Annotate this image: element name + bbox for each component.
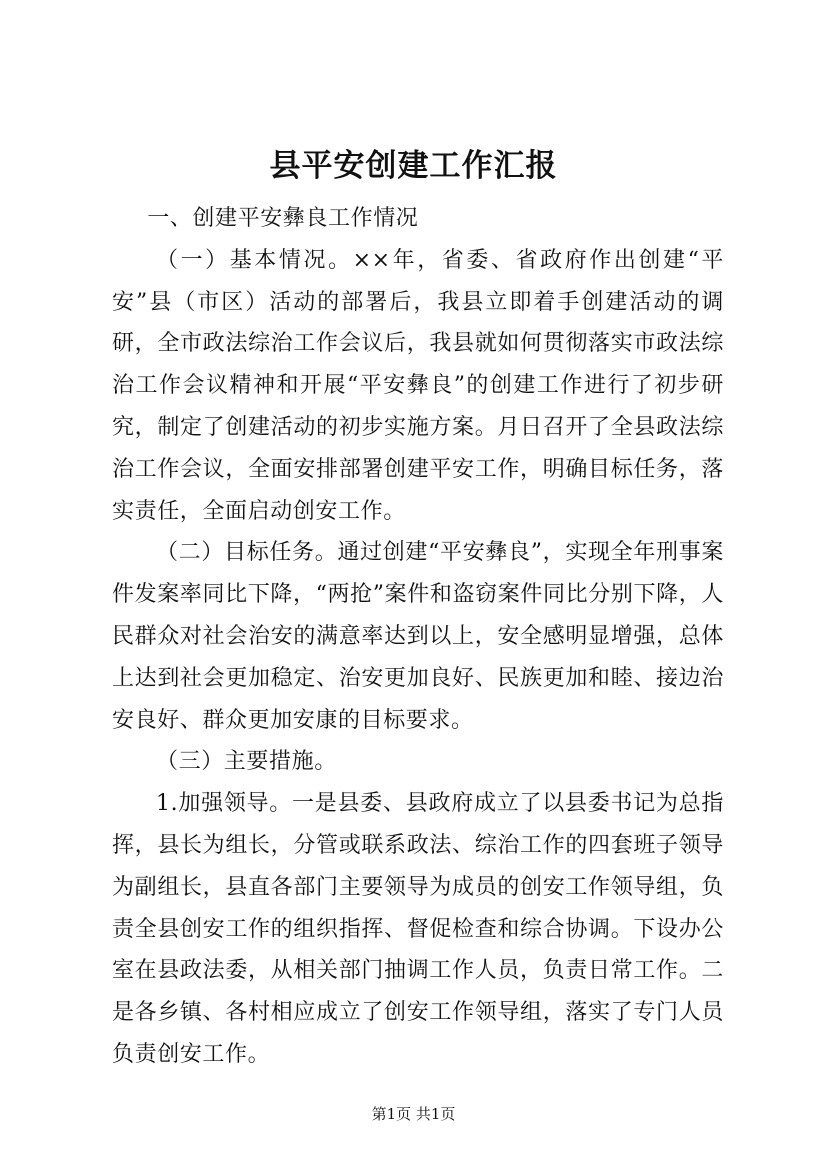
document-body [112, 198, 724, 1076]
paragraph-main-measures: （三）主要措施。 [156, 749, 337, 775]
paragraph-targets: （二）目标任务。通过创建“平安彝良”，实现全年刑事案件发案率同比下降，“两抢”案件和盗窃案件同比分别下降，人民群众对社会治安的满意率达到以上，安全感明显增强，总体上达到社会更加稳定、治安更加良好、民族更加和睦、接边治安良好、群众更加安康的目标要求。 [112, 540, 724, 733]
page-number-footer: 第1页 共1页 [371, 1105, 456, 1123]
section-heading: 一、创建平安彝良工作情况 [147, 206, 419, 231]
paragraph-basic-situation: （一）基本情况。××年，省委、省政府作出创建“平安”县（市区）活动的部署后，我县立即着手创建活动的调研，全市政法综治工作会议后，我县就如何贯彻落实市政法综治工作会议精神和开展“平安彝良”的创建工作进行了初步研究，制定了创建活动的初步实施方案。月日召开了全县政法综治工作会议，全面安排部署创建平安工作，明确目标任务，落实责任，全面启动创安工作。 [112, 247, 724, 524]
paragraph-leadership: 1.加强领导。一是县委、县政府成立了以县委书记为总指挥，县长为组长，分管或联系政法、综治工作的四套班子领导为副组长，县直各部门主要领导为成员的创安工作领导组，负责全县创安工作的组织指挥、督促检查和综合协调。下设办公室在县政法委，从相关部门抽调工作人员，负责日常工作。二是各乡镇、各村相应成立了创安工作领导组，落实了专门人员负责创安工作。 [112, 791, 724, 1067]
document-title: 县平安创建工作汇报 [269, 148, 558, 184]
